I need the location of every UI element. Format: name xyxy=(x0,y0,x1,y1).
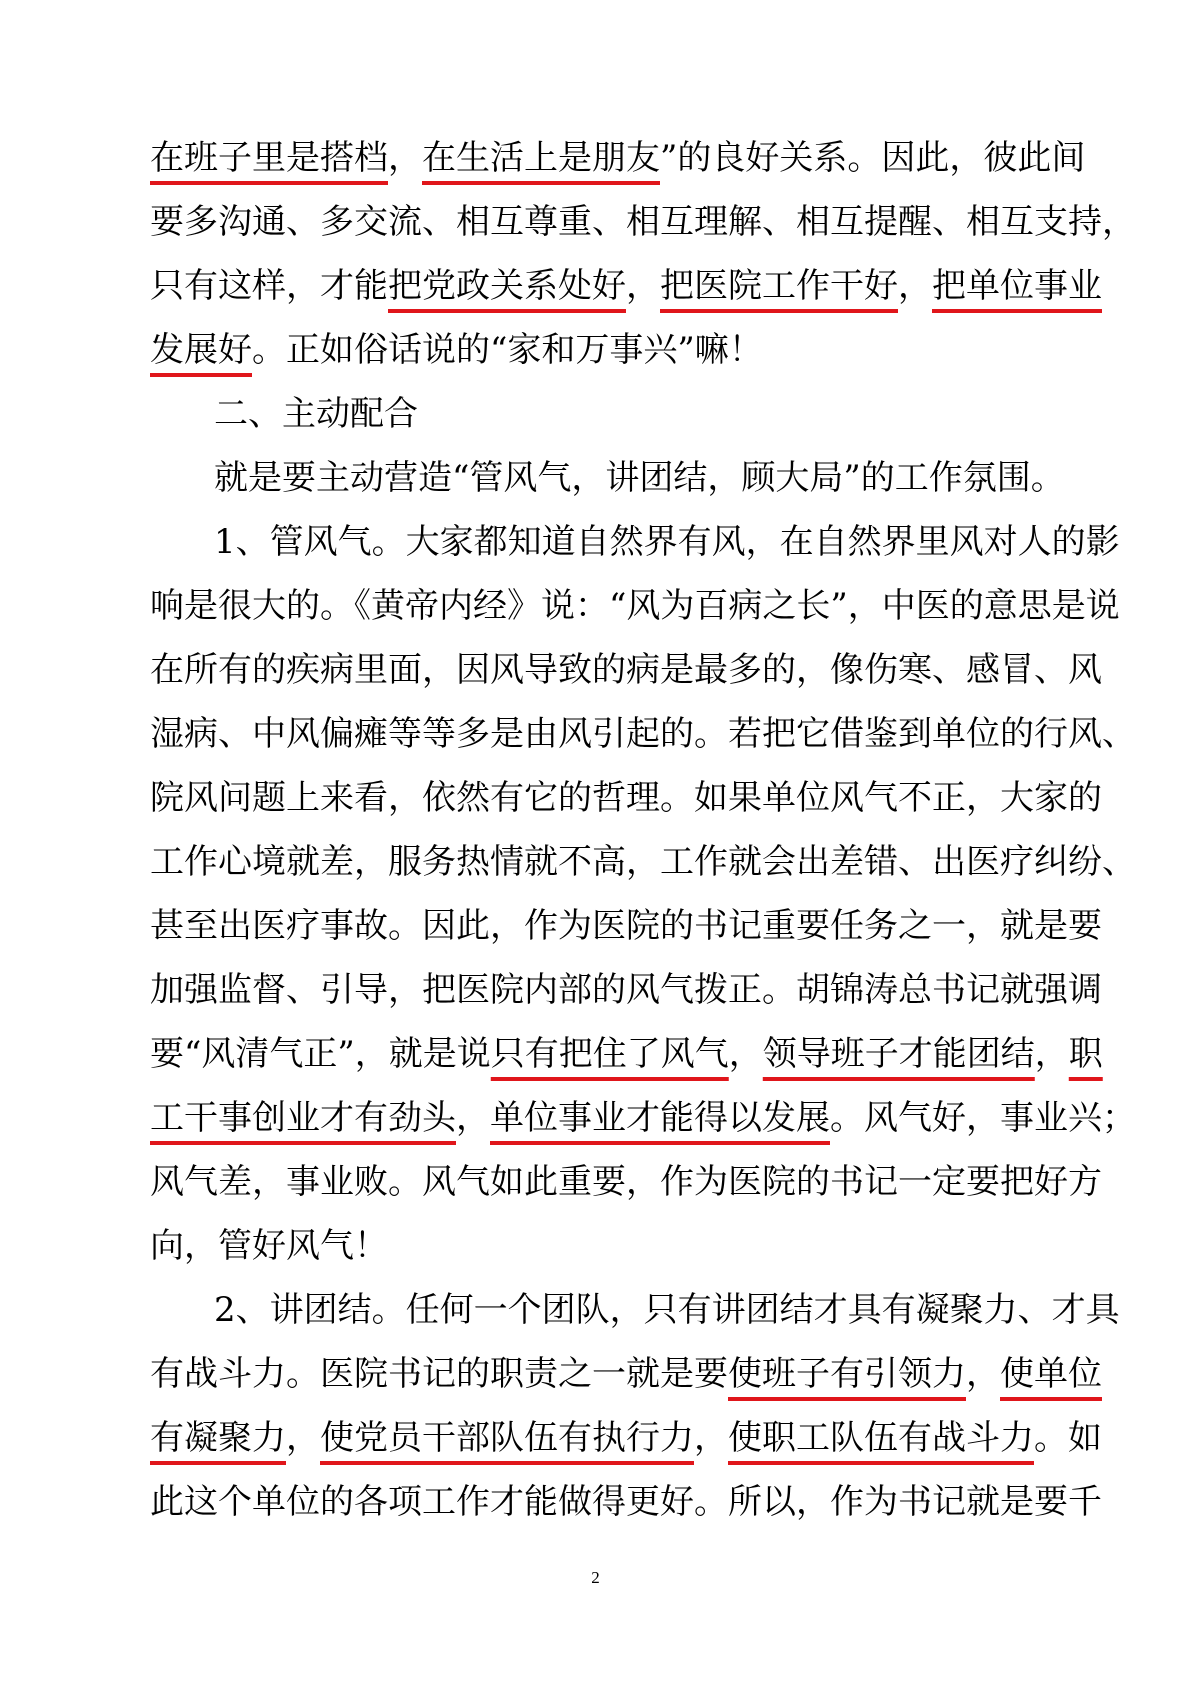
text-segment: 在所有的疾病里面，因风导致的病是最多的，像伤寒、感冒、风 xyxy=(150,650,1102,690)
highlighted-phrase: 在生活上是朋友 xyxy=(422,138,660,178)
text-segment: 甚至出医疗事故。因此，作为医院的书记重要任务之一，就是要 xyxy=(150,906,1102,946)
text-segment: ， xyxy=(626,266,660,306)
text-segment: 湿病、中风偏瘫等等多是由风引起的。若把它借鉴到单位的行风、 xyxy=(150,714,1136,754)
text-segment: 二、主动配合 xyxy=(214,394,418,434)
text-line xyxy=(214,446,1070,510)
text-segment: 。如 xyxy=(1034,1418,1102,1458)
text-segment: 2、讲团结。任何一个团队，只有讲团结才具有凝聚力、才具 xyxy=(214,1290,1120,1330)
text-segment: 只有这样，才能 xyxy=(150,266,388,306)
text-line xyxy=(150,1150,1102,1214)
text-segment: 院风问题上来看，依然有它的哲理。如果单位风气不正，大家的 xyxy=(150,778,1102,818)
text-segment: 。风气好，事业兴； xyxy=(830,1098,1136,1138)
text-line xyxy=(150,1022,1103,1086)
highlighted-phrase: 使单位 xyxy=(1000,1354,1102,1394)
text-segment: 。正如俗话说的“家和万事兴”嘛！ xyxy=(252,330,763,370)
highlighted-phrase: 有凝聚力 xyxy=(150,1418,286,1458)
text-line xyxy=(150,830,1136,894)
text-segment: ， xyxy=(898,266,932,306)
text-line xyxy=(150,958,1102,1022)
highlighted-phrase: 使职工队伍有战斗力 xyxy=(728,1418,1034,1458)
text-segment: 要“风清气正”，就是说 xyxy=(150,1034,491,1074)
text-line xyxy=(150,126,1086,190)
text-segment: 风气差，事业败。风气如此重要，作为医院的书记一定要把好方 xyxy=(150,1162,1102,1202)
text-segment: 此这个单位的各项工作才能做得更好。所以，作为书记就是要千 xyxy=(150,1482,1102,1522)
text-segment: ， xyxy=(728,1034,763,1074)
text-line xyxy=(150,638,1102,702)
text-line xyxy=(150,766,1102,830)
text-line xyxy=(150,1470,1102,1534)
text-segment: 加强监督、引导，把医院内部的风气拨正。胡锦涛总书记就强调 xyxy=(150,970,1102,1010)
highlighted-phrase: 使班子有引领力 xyxy=(728,1354,966,1394)
text-line xyxy=(150,1086,1136,1150)
text-line xyxy=(214,510,1120,574)
highlighted-phrase: 只有把住了风气 xyxy=(490,1034,729,1074)
text-line xyxy=(150,1406,1102,1470)
text-segment: ， xyxy=(456,1098,490,1138)
text-segment: ， xyxy=(966,1354,1000,1394)
text-line xyxy=(150,1214,1070,1278)
text-line xyxy=(214,1278,1120,1342)
page-number: 2 xyxy=(591,1568,600,1587)
text-segment: 响是很大的。《黄帝内经》说：“风为百病之长”，中医的意思是说 xyxy=(150,586,1120,626)
highlighted-phrase: 把医院工作干好 xyxy=(660,266,898,306)
highlighted-phrase: 发展好 xyxy=(150,330,252,370)
text-line xyxy=(150,574,1120,638)
section-heading xyxy=(214,382,1070,446)
text-segment: ， xyxy=(388,138,422,178)
text-line xyxy=(150,894,1102,958)
text-segment: ”的良好关系。因此，彼此间 xyxy=(660,138,1086,178)
text-line xyxy=(150,1342,1102,1406)
highlighted-phrase: 在班子里是搭档 xyxy=(150,138,388,178)
text-line xyxy=(150,254,1102,318)
highlighted-phrase: 单位事业才能得以发展 xyxy=(490,1098,830,1138)
text-line xyxy=(150,190,1136,254)
text-segment: 向，管好风气！ xyxy=(150,1226,388,1266)
text-segment: 工作心境就差，服务热情就不高，工作就会出差错、出医疗纠纷、 xyxy=(150,842,1136,882)
highlighted-phrase: 职 xyxy=(1068,1034,1103,1074)
text-line xyxy=(150,702,1136,766)
text-line xyxy=(150,318,1070,382)
text-segment: 就是要主动营造“管风气，讲团结，顾大局”的工作氛围。 xyxy=(214,458,1065,498)
highlighted-phrase: 把党政关系处好 xyxy=(388,266,626,306)
text-segment: 要多沟通、多交流、相互尊重、相互理解、相互提醒、相互支持， xyxy=(150,202,1136,242)
text-segment: 1、管风气。大家都知道自然界有风，在自然界里风对人的影 xyxy=(214,522,1120,562)
text-segment: ， xyxy=(286,1418,320,1458)
highlighted-phrase: 使党员干部队伍有执行力 xyxy=(320,1418,694,1458)
text-segment: ， xyxy=(1034,1034,1069,1074)
highlighted-phrase: 领导班子才能团结 xyxy=(762,1034,1035,1074)
highlighted-phrase: 把单位事业 xyxy=(932,266,1102,306)
highlighted-phrase: 工干事创业才有劲头 xyxy=(150,1098,456,1138)
text-segment: 有战斗力。医院书记的职责之一就是要 xyxy=(150,1354,728,1394)
text-segment: ， xyxy=(694,1418,728,1458)
